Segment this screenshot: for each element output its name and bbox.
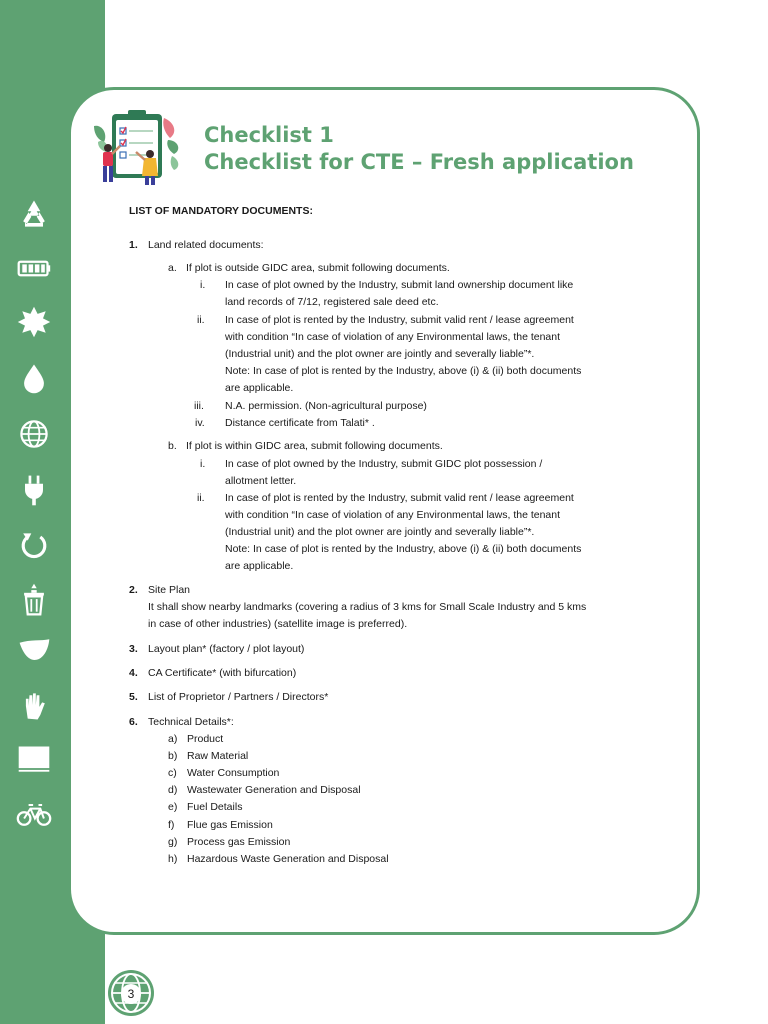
list-line: Note: In case of plot is rented by the Industry, above (i) & (ii) both documents [225, 365, 582, 377]
item-text: Site Plan [148, 584, 191, 596]
page-number: 3 [121, 984, 141, 1004]
tech-label: f) [168, 819, 175, 831]
tech-label: e) [168, 801, 178, 813]
sub-item-text: If plot is outside GIDC area, submit following documents. [186, 262, 450, 274]
list-line: allotment letter. [225, 475, 297, 487]
roman-label: i. [200, 458, 206, 470]
item-text: Land related documents: [148, 239, 264, 251]
item-text: Technical Details*: [148, 716, 234, 728]
list-line: In case of plot owned by the Industry, submit GIDC plot possession / [225, 458, 543, 470]
tech-label: a) [168, 733, 178, 745]
list-line: In case of plot owned by the Industry, submit land ownership document like [225, 279, 574, 291]
tech-label: g) [168, 836, 178, 848]
roman-label: iv. [195, 417, 205, 429]
list-line: N.A. permission. (Non-agricultural purpose) [225, 400, 427, 412]
item-text: Layout plan* (factory / plot layout) [148, 643, 305, 655]
item-number: 3. [129, 643, 138, 655]
list-line: with condition “In case of violation of any Environmental laws, the tenant [225, 509, 561, 521]
item-text: List of Proprietor / Partners / Directors* [148, 691, 329, 703]
list-line: In case of plot is rented by the Industry, submit valid rent / lease agreement [225, 492, 574, 504]
list-line: in case of other industries) (satellite image is preferred). [148, 618, 408, 630]
list-line: (Industrial unit) and the plot owner are jointly and severally liable”*. [225, 348, 535, 360]
tech-item: Water Consumption [187, 767, 280, 779]
list-line: Distance certificate from Talati* . [225, 417, 375, 429]
tech-item: Wastewater Generation and Disposal [187, 784, 361, 796]
item-number: 4. [129, 667, 138, 679]
list-line: It shall show nearby landmarks (covering a radius of 3 kms for Small Scale Industry and 5 kms [148, 601, 587, 613]
tech-label: h) [168, 853, 178, 865]
tech-label: d) [168, 784, 178, 796]
tech-label: c) [168, 767, 177, 779]
title-line-1: Checklist 1 [204, 123, 334, 147]
roman-label: ii. [197, 314, 205, 326]
list-line: are applicable. [225, 560, 294, 572]
list-line: with condition “In case of violation of any Environmental laws, the tenant [225, 331, 561, 343]
tech-item: Process gas Emission [187, 836, 291, 848]
list-line: Note: In case of plot is rented by the Industry, above (i) & (ii) both documents [225, 543, 582, 555]
tech-item: Fuel Details [187, 801, 243, 813]
item-number: 1. [129, 239, 138, 251]
tech-label: b) [168, 750, 178, 762]
tech-item: Hazardous Waste Generation and Disposal [187, 853, 389, 865]
sub-item-label: a. [168, 262, 177, 274]
tech-item: Flue gas Emission [187, 819, 273, 831]
sub-item-label: b. [168, 440, 177, 452]
list-line: In case of plot is rented by the Industry, submit valid rent / lease agreement [225, 314, 574, 326]
item-number: 2. [129, 584, 138, 596]
item-number: 6. [129, 716, 138, 728]
sub-item-text: If plot is within GIDC area, submit following documents. [186, 440, 443, 452]
list-line: land records of 7/12, registered sale deed etc. [225, 296, 439, 308]
item-text: CA Certificate* (with bifurcation) [148, 667, 297, 679]
list-line: are applicable. [225, 382, 294, 394]
roman-label: iii. [194, 400, 204, 412]
list-line: (Industrial unit) and the plot owner are jointly and severally liable”*. [225, 526, 535, 538]
roman-label: i. [200, 279, 206, 291]
tech-item: Product [187, 733, 224, 745]
item-number: 5. [129, 691, 138, 703]
title-line-2: Checklist for CTE – Fresh application [204, 150, 634, 174]
tech-item: Raw Material [187, 750, 249, 762]
roman-label: ii. [197, 492, 205, 504]
section-heading: LIST OF MANDATORY DOCUMENTS: [129, 205, 313, 217]
